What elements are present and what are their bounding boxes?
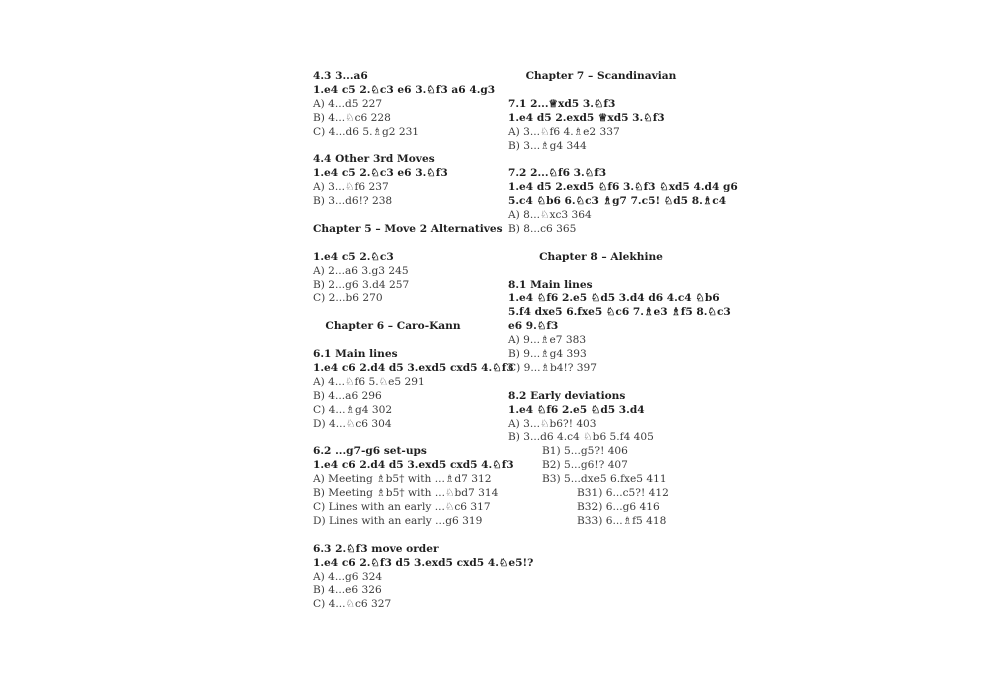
toc-entry: B) 9...♗g4 393 [508, 348, 587, 361]
toc-entry: A) 2...a6 3.g3 245 [313, 264, 409, 277]
chapter-heading-5: Chapter 5 – Move 2 Alternatives [313, 222, 503, 235]
toc-entry: B) 3...d6 4.c4 ♘b6 5.f4 405 [508, 431, 654, 444]
main-line-moves: 1.e4 c6 2.d4 d5 3.exd5 cxd5 4.♘f3 [313, 459, 514, 472]
spacer [508, 84, 703, 98]
toc-entry: A) 4...d5 227 [313, 97, 383, 110]
toc-entry: A) 3...♘b6?! 403 [508, 417, 597, 430]
section-heading-7-2: 7.2 2...♘f6 3.♘f3 [508, 167, 607, 180]
toc-entry: C) 4...♘c6 327 [313, 598, 392, 611]
toc-entry: A) 4...♘f6 5.♘e5 291 [313, 375, 425, 388]
toc-subentry: B3) 5...dxe5 6.fxe5 411 [542, 473, 667, 486]
toc-entry: C) Lines with an early ...♘c6 317 [313, 501, 491, 513]
section-heading-4-3: 4.3 3...a6 [313, 70, 368, 82]
main-line-moves: 1.e4 c6 2.♘f3 d5 3.exd5 cxd5 4.♘e5!? [313, 556, 534, 569]
toc-entry: A) Meeting ♗b5† with ...♗d7 312 [313, 473, 492, 486]
toc-right-column [508, 70, 738, 529]
chapter-heading-6: Chapter 6 – Caro-Kann [325, 320, 461, 333]
toc-entry: C) 9...♗b4!? 397 [508, 361, 597, 374]
spacer [313, 237, 498, 251]
spacer [313, 209, 498, 223]
section-heading-4-4: 4.4 Other 3rd Moves [313, 153, 435, 166]
main-line-moves: 1.e4 d5 2.exd5 ♕xd5 3.♘f3 [508, 111, 665, 124]
toc-entry: D) Lines with an early ...g6 319 [313, 514, 483, 527]
spacer [313, 306, 498, 320]
toc-entry: C) 4...♗g4 302 [313, 403, 393, 416]
toc-subsubentry: B31) 6...c5?! 412 [577, 487, 669, 500]
spacer [508, 153, 703, 167]
toc-entry: B) Meeting ♗b5† with ...♘bd7 314 [313, 487, 499, 500]
toc-entry: A) 3...♘f6 237 [313, 181, 389, 194]
toc-subentry: B2) 5...g6!? 407 [542, 459, 628, 472]
section-heading-8-1: 8.1 Main lines [508, 278, 593, 291]
toc-entry: B) 4...a6 296 [313, 389, 382, 402]
main-line-moves: 1.e4 ♘f6 2.e5 ♘d5 3.d4 d6 4.c4 ♘b6 [508, 292, 720, 305]
section-heading-8-2: 8.2 Early deviations [508, 389, 626, 402]
section-heading-6-1: 6.1 Main lines [313, 348, 398, 361]
toc-entry: A) 3...♘f6 4.♗e2 337 [508, 125, 620, 138]
main-line-moves: e6 9.♘f3 [508, 320, 559, 333]
spacer [313, 334, 498, 348]
toc-entry: B) 3...d6!? 238 [313, 195, 393, 208]
main-line-moves: 1.e4 c5 2.♘c3 e6 3.♘f3 [313, 167, 448, 180]
toc-subsubentry: B33) 6...♗f5 418 [577, 514, 667, 527]
main-line-moves: 5.c4 ♘b6 6.♘c3 ♗g7 7.c5! ♘d5 8.♗c4 [508, 195, 727, 208]
spacer [313, 431, 498, 445]
spacer [508, 237, 703, 251]
toc-entry: A) 9...♗e7 383 [508, 334, 587, 347]
toc-entry: B) 2...g6 3.d4 257 [313, 278, 410, 291]
section-heading-6-3: 6.3 2.♘f3 move order [313, 542, 439, 555]
toc-entry: C) 2...b6 270 [313, 292, 383, 305]
toc-entry: B) 4...♘c6 228 [313, 111, 391, 124]
main-line-moves: 1.e4 c6 2.d4 d5 3.exd5 cxd5 4.♘f3 [313, 361, 514, 374]
main-line-moves: 1.e4 d5 2.exd5 ♘f6 3.♘f3 ♘xd5 4.d4 g6 [508, 181, 738, 194]
toc-entry: B) 8...c6 365 [508, 222, 577, 235]
spacer [313, 529, 498, 543]
toc-subsubentry: B32) 6...g6 416 [577, 501, 660, 514]
chapter-heading-7: Chapter 7 – Scandinavian [525, 70, 677, 82]
spacer [508, 376, 703, 390]
toc-entry: C) 4...d6 5.♗g2 231 [313, 125, 420, 138]
main-line-moves: 1.e4 c5 2.♘c3 [313, 250, 394, 263]
toc-entry: D) 4...♘c6 304 [313, 417, 392, 430]
spacer [508, 265, 703, 279]
toc-entry: B) 4...e6 326 [313, 584, 382, 597]
section-heading-7-1: 7.1 2...♕xd5 3.♘f3 [508, 97, 616, 110]
main-line-moves: 5.f4 dxe5 6.fxe5 ♘c6 7.♗e3 ♗f5 8.♘c3 [508, 306, 731, 319]
toc-entry: A) 8...♘xc3 364 [508, 209, 592, 222]
section-heading-6-2: 6.2 ...g7-g6 set-ups [313, 445, 427, 458]
toc-entry: B) 3...♗g4 344 [508, 139, 587, 152]
spacer [313, 140, 498, 154]
main-line-moves: 1.e4 ♘f6 2.e5 ♘d5 3.d4 [508, 403, 645, 416]
main-line-moves: 1.e4 c5 2.♘c3 e6 3.♘f3 a6 4.g3 [313, 83, 496, 96]
toc-subentry: B1) 5...g5?! 406 [542, 445, 628, 458]
toc-entry: A) 4...g6 324 [313, 570, 383, 583]
chapter-heading-8: Chapter 8 – Alekhine [539, 250, 663, 263]
